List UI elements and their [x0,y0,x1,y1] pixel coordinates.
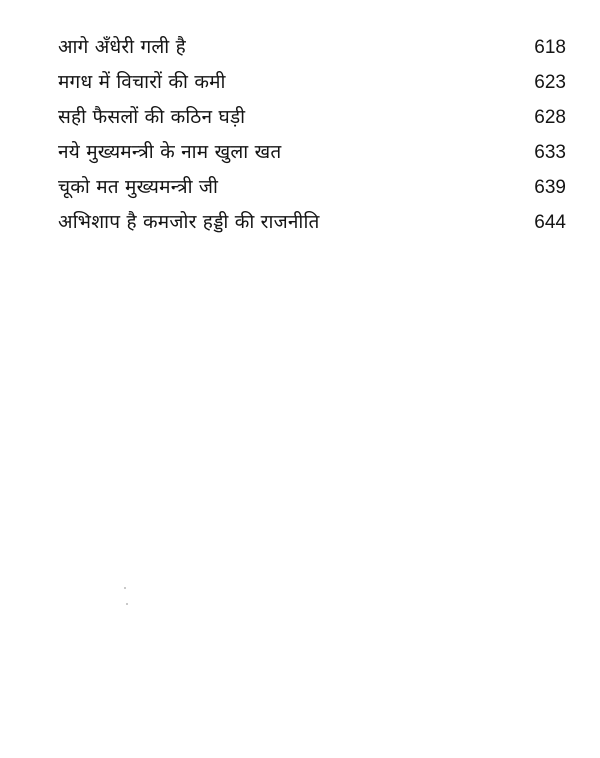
toc-entry-page-number: 639 [534,177,566,198]
toc-entry-page-number: 628 [534,107,566,128]
toc-entry-title: सही फैसलों की कठिन घड़ी [58,106,246,128]
scan-speck [126,603,128,605]
toc-entry-title: मगध में विचारों की कमी [58,71,226,93]
toc-entry [58,100,566,135]
toc-entry-page-number: 644 [534,212,566,233]
toc-entry-title: नये मुख्यमन्त्री के नाम खुला खत [58,141,282,163]
toc-entry-page-number: 633 [534,142,566,163]
scan-speck [124,587,126,589]
toc-entry-title: चूको मत मुख्यमन्त्री जी [58,176,219,198]
toc-entry [58,65,566,100]
toc-entry [58,205,566,240]
toc-entry-page-number: 623 [534,72,566,93]
toc-entry-title: आगे अँधेरी गली है [58,36,186,58]
toc-entry [58,170,566,205]
toc-entry-page-number: 618 [534,37,566,58]
toc-entry [58,30,566,65]
toc-entry-title: अभिशाप है कमजोर हड्डी की राजनीति [58,211,320,233]
table-of-contents [58,30,566,240]
toc-entry [58,135,566,170]
